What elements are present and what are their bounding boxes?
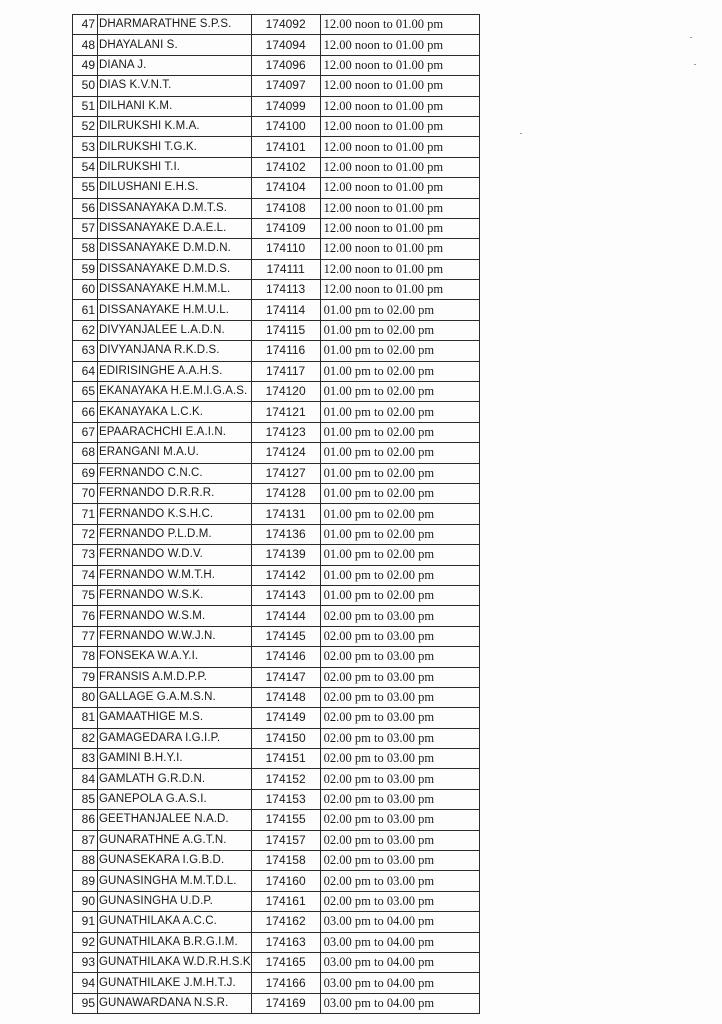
time-slot: 12.00 noon to 01.00 pm [320, 35, 479, 55]
student-id: 174131 [251, 504, 320, 524]
table-row [73, 524, 480, 544]
time-slot: 02.00 pm to 03.00 pm [320, 606, 479, 626]
student-id: 174169 [251, 993, 320, 1013]
table-row [73, 96, 480, 116]
student-name: GAMLATH G.R.D.N. [98, 769, 252, 789]
row-number: 64 [73, 361, 98, 381]
time-slot: 02.00 pm to 03.00 pm [320, 728, 479, 748]
student-name: FONSEKA W.A.Y.I. [98, 647, 252, 667]
student-id: 174097 [251, 76, 320, 96]
time-slot: 02.00 pm to 03.00 pm [320, 687, 479, 707]
row-number: 57 [73, 218, 98, 238]
time-slot: 12.00 noon to 01.00 pm [320, 239, 479, 259]
student-name: GAMINI B.H.Y.I. [98, 749, 252, 769]
student-name: FERNANDO W.M.T.H. [98, 565, 252, 585]
time-slot: 12.00 noon to 01.00 pm [320, 96, 479, 116]
student-id: 174155 [251, 810, 320, 830]
table-row [73, 157, 480, 177]
row-number: 51 [73, 96, 98, 116]
student-id: 174114 [251, 300, 320, 320]
student-name: GALLAGE G.A.M.S.N. [98, 687, 252, 707]
table-row [73, 463, 480, 483]
table-row [73, 728, 480, 748]
time-slot: 02.00 pm to 03.00 pm [320, 708, 479, 728]
student-id: 174146 [251, 647, 320, 667]
time-slot: 12.00 noon to 01.00 pm [320, 76, 479, 96]
student-name: FERNANDO W.S.K. [98, 585, 252, 605]
student-id: 174101 [251, 137, 320, 157]
row-number: 65 [73, 382, 98, 402]
table-row [73, 545, 480, 565]
student-name: EDIRISINGHE A.A.H.S. [98, 361, 252, 381]
student-name: GEETHANJALEE N.A.D. [98, 810, 252, 830]
table-row [73, 830, 480, 850]
student-id: 174161 [251, 891, 320, 911]
student-id: 174157 [251, 830, 320, 850]
row-number: 55 [73, 178, 98, 198]
table-row [73, 341, 480, 361]
scan-speck [694, 64, 696, 65]
row-number: 67 [73, 422, 98, 442]
student-id: 174152 [251, 769, 320, 789]
student-id: 174104 [251, 178, 320, 198]
row-number: 85 [73, 789, 98, 809]
row-number: 91 [73, 912, 98, 932]
student-name: DIAS K.V.N.T. [98, 76, 252, 96]
time-slot: 01.00 pm to 02.00 pm [320, 545, 479, 565]
student-name: EPAARACHCHI E.A.I.N. [98, 422, 252, 442]
student-name: DIANA J. [98, 55, 252, 75]
student-name: DISSANAYAKA D.M.T.S. [98, 198, 252, 218]
student-name: ERANGANI M.A.U. [98, 443, 252, 463]
student-name: GUNAWARDANA N.S.R. [98, 993, 252, 1013]
student-name: DISSANAYAKE D.M.D.N. [98, 239, 252, 259]
student-name: DHAYALANI S. [98, 35, 252, 55]
row-number: 47 [73, 15, 98, 35]
time-slot: 12.00 noon to 01.00 pm [320, 157, 479, 177]
student-name: DISSANAYAKE D.A.E.L. [98, 218, 252, 238]
row-number: 93 [73, 952, 98, 972]
time-slot: 12.00 noon to 01.00 pm [320, 55, 479, 75]
time-slot: 01.00 pm to 02.00 pm [320, 300, 479, 320]
student-name: DILRUKSHI K.M.A. [98, 116, 252, 136]
time-slot: 02.00 pm to 03.00 pm [320, 647, 479, 667]
student-id: 174166 [251, 973, 320, 993]
student-name: GUNASINGHA U.D.P. [98, 891, 252, 911]
row-number: 56 [73, 198, 98, 218]
student-name: DISSANAYAKE H.M.M.L. [98, 280, 252, 300]
student-id: 174148 [251, 687, 320, 707]
time-slot: 12.00 noon to 01.00 pm [320, 259, 479, 279]
student-name: FERNANDO D.R.R.R. [98, 483, 252, 503]
table-row [73, 382, 480, 402]
table-row [73, 871, 480, 891]
table-row [73, 280, 480, 300]
row-number: 49 [73, 55, 98, 75]
student-id: 174136 [251, 524, 320, 544]
student-id: 174127 [251, 463, 320, 483]
row-number: 74 [73, 565, 98, 585]
time-slot: 01.00 pm to 02.00 pm [320, 463, 479, 483]
table-row [73, 178, 480, 198]
student-id: 174108 [251, 198, 320, 218]
student-name: GUNASEKARA I.G.B.D. [98, 851, 252, 871]
student-id: 174100 [251, 116, 320, 136]
student-name: DHARMARATHNE S.P.S. [98, 15, 252, 35]
student-name: GUNATHILAKE J.M.H.T.J. [98, 973, 252, 993]
student-name: GUNARATHNE A.G.T.N. [98, 830, 252, 850]
student-name: GUNATHILAKA B.R.G.I.M. [98, 932, 252, 952]
student-id: 174143 [251, 585, 320, 605]
time-slot: 02.00 pm to 03.00 pm [320, 851, 479, 871]
table-row [73, 35, 480, 55]
row-number: 62 [73, 320, 98, 340]
time-slot: 12.00 noon to 01.00 pm [320, 15, 479, 35]
time-slot: 12.00 noon to 01.00 pm [320, 137, 479, 157]
table-row [73, 15, 480, 35]
student-id: 174139 [251, 545, 320, 565]
table-row [73, 606, 480, 626]
time-slot: 12.00 noon to 01.00 pm [320, 178, 479, 198]
table-row [73, 76, 480, 96]
row-number: 54 [73, 157, 98, 177]
student-name: FRANSIS A.M.D.P.P. [98, 667, 252, 687]
student-name: GUNASINGHA M.M.T.D.L. [98, 871, 252, 891]
student-name: DISSANAYAKE H.M.U.L. [98, 300, 252, 320]
time-slot: 03.00 pm to 04.00 pm [320, 932, 479, 952]
time-slot: 01.00 pm to 02.00 pm [320, 341, 479, 361]
row-number: 60 [73, 280, 98, 300]
student-name: FERNANDO W.D.V. [98, 545, 252, 565]
student-name: FERNANDO P.L.D.M. [98, 524, 252, 544]
student-id: 174163 [251, 932, 320, 952]
student-id: 174092 [251, 15, 320, 35]
time-slot: 01.00 pm to 02.00 pm [320, 361, 479, 381]
student-id: 174150 [251, 728, 320, 748]
row-number: 76 [73, 606, 98, 626]
time-slot: 01.00 pm to 02.00 pm [320, 524, 479, 544]
table-row [73, 952, 480, 972]
student-id: 174117 [251, 361, 320, 381]
time-slot: 01.00 pm to 02.00 pm [320, 443, 479, 463]
table-row [73, 749, 480, 769]
table-row [73, 851, 480, 871]
table-row [73, 239, 480, 259]
student-name: DIVYANJALEE L.A.D.N. [98, 320, 252, 340]
table-row [73, 361, 480, 381]
student-name: DILUSHANI E.H.S. [98, 178, 252, 198]
table-row [73, 116, 480, 136]
table-row [73, 300, 480, 320]
time-slot: 12.00 noon to 01.00 pm [320, 280, 479, 300]
student-name: FERNANDO W.S.M. [98, 606, 252, 626]
schedule-table-body [73, 15, 480, 1014]
row-number: 94 [73, 973, 98, 993]
row-number: 86 [73, 810, 98, 830]
table-row [73, 55, 480, 75]
row-number: 80 [73, 687, 98, 707]
row-number: 58 [73, 239, 98, 259]
time-slot: 12.00 noon to 01.00 pm [320, 116, 479, 136]
row-number: 79 [73, 667, 98, 687]
time-slot: 01.00 pm to 02.00 pm [320, 320, 479, 340]
student-id: 174121 [251, 402, 320, 422]
time-slot: 01.00 pm to 02.00 pm [320, 483, 479, 503]
student-id: 174162 [251, 912, 320, 932]
row-number: 68 [73, 443, 98, 463]
student-name: DILRUKSHI T.I. [98, 157, 252, 177]
student-id: 174123 [251, 422, 320, 442]
student-id: 174110 [251, 239, 320, 259]
student-id: 174113 [251, 280, 320, 300]
row-number: 61 [73, 300, 98, 320]
student-id: 174102 [251, 157, 320, 177]
row-number: 81 [73, 708, 98, 728]
student-name: FERNANDO W.W.J.N. [98, 626, 252, 646]
student-name: DILHANI K.M. [98, 96, 252, 116]
row-number: 71 [73, 504, 98, 524]
time-slot: 01.00 pm to 02.00 pm [320, 565, 479, 585]
student-id: 174094 [251, 35, 320, 55]
student-id: 174111 [251, 259, 320, 279]
student-id: 174142 [251, 565, 320, 585]
student-name: DISSANAYAKE D.M.D.S. [98, 259, 252, 279]
time-slot: 02.00 pm to 03.00 pm [320, 769, 479, 789]
student-id: 174149 [251, 708, 320, 728]
time-slot: 03.00 pm to 04.00 pm [320, 952, 479, 972]
time-slot: 01.00 pm to 02.00 pm [320, 504, 479, 524]
time-slot: 02.00 pm to 03.00 pm [320, 871, 479, 891]
table-row [73, 422, 480, 442]
row-number: 48 [73, 35, 98, 55]
time-slot: 02.00 pm to 03.00 pm [320, 667, 479, 687]
student-name: DIVYANJANA R.K.D.S. [98, 341, 252, 361]
time-slot: 12.00 noon to 01.00 pm [320, 198, 479, 218]
time-slot: 12.00 noon to 01.00 pm [320, 218, 479, 238]
student-name: GUNATHILAKA W.D.R.H.S.K [98, 952, 252, 972]
student-id: 174128 [251, 483, 320, 503]
student-name: GAMAGEDARA I.G.I.P. [98, 728, 252, 748]
student-id: 174145 [251, 626, 320, 646]
row-number: 88 [73, 851, 98, 871]
row-number: 73 [73, 545, 98, 565]
student-id: 174160 [251, 871, 320, 891]
student-id: 174096 [251, 55, 320, 75]
row-number: 84 [73, 769, 98, 789]
student-id: 174099 [251, 96, 320, 116]
row-number: 77 [73, 626, 98, 646]
time-slot: 02.00 pm to 03.00 pm [320, 830, 479, 850]
student-id: 174109 [251, 218, 320, 238]
table-row [73, 402, 480, 422]
time-slot: 03.00 pm to 04.00 pm [320, 973, 479, 993]
student-name: FERNANDO C.N.C. [98, 463, 252, 483]
table-row [73, 687, 480, 707]
row-number: 69 [73, 463, 98, 483]
table-row [73, 810, 480, 830]
row-number: 52 [73, 116, 98, 136]
table-row [73, 443, 480, 463]
time-slot: 01.00 pm to 02.00 pm [320, 585, 479, 605]
table-row [73, 320, 480, 340]
row-number: 53 [73, 137, 98, 157]
student-id: 174158 [251, 851, 320, 871]
student-id: 174153 [251, 789, 320, 809]
time-slot: 02.00 pm to 03.00 pm [320, 891, 479, 911]
table-row [73, 504, 480, 524]
table-row [73, 626, 480, 646]
table-row [73, 973, 480, 993]
student-name: GUNATHILAKA A.C.C. [98, 912, 252, 932]
row-number: 92 [73, 932, 98, 952]
row-number: 72 [73, 524, 98, 544]
scan-speck [690, 37, 692, 38]
student-id: 174147 [251, 667, 320, 687]
time-slot: 03.00 pm to 04.00 pm [320, 912, 479, 932]
student-id: 174144 [251, 606, 320, 626]
student-name: GAMAATHIGE M.S. [98, 708, 252, 728]
row-number: 70 [73, 483, 98, 503]
time-slot: 02.00 pm to 03.00 pm [320, 789, 479, 809]
table-row [73, 483, 480, 503]
time-slot: 02.00 pm to 03.00 pm [320, 749, 479, 769]
scan-speck [520, 133, 522, 134]
row-number: 63 [73, 341, 98, 361]
student-name: GANEPOLA G.A.S.I. [98, 789, 252, 809]
student-id: 174120 [251, 382, 320, 402]
table-row [73, 932, 480, 952]
time-slot: 03.00 pm to 04.00 pm [320, 993, 479, 1013]
time-slot: 01.00 pm to 02.00 pm [320, 422, 479, 442]
row-number: 66 [73, 402, 98, 422]
row-number: 82 [73, 728, 98, 748]
row-number: 90 [73, 891, 98, 911]
row-number: 95 [73, 993, 98, 1013]
student-name: DILRUKSHI T.G.K. [98, 137, 252, 157]
time-slot: 01.00 pm to 02.00 pm [320, 382, 479, 402]
row-number: 89 [73, 871, 98, 891]
student-name: EKANAYAKA H.E.M.I.G.A.S. [98, 382, 252, 402]
row-number: 50 [73, 76, 98, 96]
time-slot: 01.00 pm to 02.00 pm [320, 402, 479, 422]
table-row [73, 993, 480, 1013]
student-id: 174151 [251, 749, 320, 769]
table-row [73, 891, 480, 911]
table-row [73, 912, 480, 932]
student-id: 174116 [251, 341, 320, 361]
row-number: 78 [73, 647, 98, 667]
row-number: 59 [73, 259, 98, 279]
table-row [73, 789, 480, 809]
table-row [73, 585, 480, 605]
table-row [73, 259, 480, 279]
table-row [73, 137, 480, 157]
table-row [73, 198, 480, 218]
row-number: 75 [73, 585, 98, 605]
row-number: 87 [73, 830, 98, 850]
table-row [73, 647, 480, 667]
table-row [73, 667, 480, 687]
time-slot: 02.00 pm to 03.00 pm [320, 810, 479, 830]
schedule-table [72, 14, 480, 1014]
student-name: EKANAYAKA L.C.K. [98, 402, 252, 422]
time-slot: 02.00 pm to 03.00 pm [320, 626, 479, 646]
student-id: 174165 [251, 952, 320, 972]
table-row [73, 565, 480, 585]
table-row [73, 708, 480, 728]
table-row [73, 769, 480, 789]
student-id: 174124 [251, 443, 320, 463]
row-number: 83 [73, 749, 98, 769]
student-id: 174115 [251, 320, 320, 340]
student-name: FERNANDO K.S.H.C. [98, 504, 252, 524]
table-row [73, 218, 480, 238]
